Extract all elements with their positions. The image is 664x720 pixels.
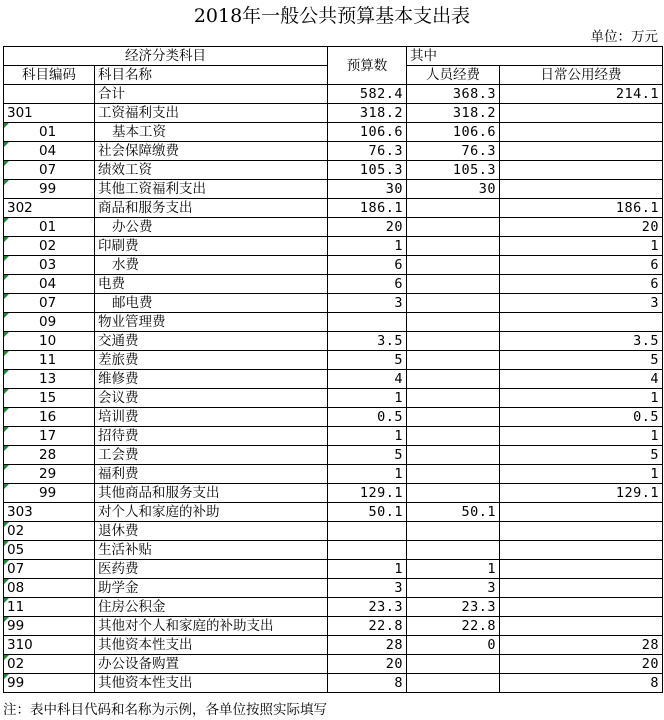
econ-class-header: 经济分类科目 xyxy=(4,47,328,66)
budget-cell: 4 xyxy=(328,370,407,389)
code-cell: 08 xyxy=(4,579,95,598)
table-row xyxy=(4,85,663,104)
name-cell: 差旅费 xyxy=(95,351,328,370)
public-header: 日常公用经费 xyxy=(500,66,663,85)
personnel-cell: 50.1 xyxy=(407,503,500,522)
cell-marker-icon xyxy=(4,218,9,223)
budget-cell: 30 xyxy=(328,180,407,199)
code-cell: 02 xyxy=(4,522,95,541)
name-cell: 基本工资 xyxy=(95,123,328,142)
budget-cell: 22.8 xyxy=(328,617,407,636)
table-row xyxy=(4,123,663,142)
public-cell: 5 xyxy=(500,351,663,370)
code-cell: 11 xyxy=(4,351,95,370)
name-cell: 医药费 xyxy=(95,560,328,579)
budget-cell: 6 xyxy=(328,275,407,294)
budget-cell xyxy=(328,541,407,560)
public-cell xyxy=(500,560,663,579)
personnel-cell: 1 xyxy=(407,560,500,579)
public-cell: 0.5 xyxy=(500,408,663,427)
name-cell: 生活补贴 xyxy=(95,541,328,560)
personnel-cell xyxy=(407,484,500,503)
table-row xyxy=(4,104,663,123)
code-cell: 13 xyxy=(4,370,95,389)
personnel-header: 人员经费 xyxy=(407,66,500,85)
table-row xyxy=(4,294,663,313)
budget-cell: 0.5 xyxy=(328,408,407,427)
code-cell: 07 xyxy=(4,161,95,180)
budget-cell: 1 xyxy=(328,427,407,446)
personnel-cell xyxy=(407,446,500,465)
personnel-cell xyxy=(407,427,500,446)
budget-table xyxy=(3,46,663,693)
public-cell: 5 xyxy=(500,446,663,465)
personnel-cell: 0 xyxy=(407,636,500,655)
table-row xyxy=(4,579,663,598)
public-cell xyxy=(500,541,663,560)
public-cell: 186.1 xyxy=(500,199,663,218)
table-row xyxy=(4,370,663,389)
personnel-cell xyxy=(407,256,500,275)
public-cell: 3.5 xyxy=(500,332,663,351)
budget-cell: 5 xyxy=(328,351,407,370)
name-cell: 工会费 xyxy=(95,446,328,465)
cell-marker-icon xyxy=(4,313,9,318)
of-which-header: 其中 xyxy=(407,47,663,66)
table-row xyxy=(4,560,663,579)
budget-cell: 186.1 xyxy=(328,199,407,218)
cell-marker-icon xyxy=(4,142,9,147)
table-row xyxy=(4,465,663,484)
name-cell: 商品和服务支出 xyxy=(95,199,328,218)
personnel-cell xyxy=(407,370,500,389)
code-cell: 10 xyxy=(4,332,95,351)
code-cell: 07 xyxy=(4,294,95,313)
budget-cell: 129.1 xyxy=(328,484,407,503)
code-cell: 04 xyxy=(4,142,95,161)
name-cell: 电费 xyxy=(95,275,328,294)
public-cell: 1 xyxy=(500,427,663,446)
table-row xyxy=(4,674,663,693)
table-row xyxy=(4,598,663,617)
public-cell: 4 xyxy=(500,370,663,389)
cell-marker-icon xyxy=(4,465,9,470)
personnel-cell xyxy=(407,389,500,408)
name-cell: 社会保障缴费 xyxy=(95,142,328,161)
cell-marker-icon xyxy=(4,674,9,679)
name-cell: 办公设备购置 xyxy=(95,655,328,674)
personnel-cell xyxy=(407,655,500,674)
footnote: 注：表中科目代码和名称为示例，各单位按照实际填写 xyxy=(3,702,327,718)
personnel-cell xyxy=(407,465,500,484)
code-cell: 301 xyxy=(4,104,95,123)
code-cell: 17 xyxy=(4,427,95,446)
public-cell: 1 xyxy=(500,237,663,256)
table-row xyxy=(4,522,663,541)
name-cell: 工资福利支出 xyxy=(95,104,328,123)
code-header: 科目编码 xyxy=(4,66,95,85)
budget-cell: 106.6 xyxy=(328,123,407,142)
cell-marker-icon xyxy=(4,427,9,432)
name-cell: 其他商品和服务支出 xyxy=(95,484,328,503)
table-row xyxy=(4,446,663,465)
table-row xyxy=(4,199,663,218)
table-row xyxy=(4,142,663,161)
public-cell xyxy=(500,161,663,180)
table-row xyxy=(4,617,663,636)
table-row xyxy=(4,332,663,351)
personnel-cell: 368.3 xyxy=(407,85,500,104)
budget-cell: 28 xyxy=(328,636,407,655)
budget-cell: 105.3 xyxy=(328,161,407,180)
table-row xyxy=(4,655,663,674)
public-cell: 6 xyxy=(500,275,663,294)
code-cell: 07 xyxy=(4,560,95,579)
personnel-cell xyxy=(407,294,500,313)
table-row xyxy=(4,275,663,294)
budget-cell: 6 xyxy=(328,256,407,275)
cell-marker-icon xyxy=(4,332,9,337)
budget-cell: 1 xyxy=(328,560,407,579)
budget-cell: 3 xyxy=(328,294,407,313)
name-cell: 对个人和家庭的补助 xyxy=(95,503,328,522)
unit-label: 单位：万元 xyxy=(590,29,658,45)
table-body xyxy=(4,85,663,693)
budget-cell: 76.3 xyxy=(328,142,407,161)
code-cell: 11 xyxy=(4,598,95,617)
public-cell: 129.1 xyxy=(500,484,663,503)
name-cell: 住房公积金 xyxy=(95,598,328,617)
cell-marker-icon xyxy=(4,256,9,261)
personnel-cell xyxy=(407,674,500,693)
name-cell: 物业管理费 xyxy=(95,313,328,332)
public-cell: 20 xyxy=(500,218,663,237)
budget-cell: 318.2 xyxy=(328,104,407,123)
budget-cell: 8 xyxy=(328,674,407,693)
personnel-cell: 76.3 xyxy=(407,142,500,161)
budget-cell: 5 xyxy=(328,446,407,465)
table-row xyxy=(4,351,663,370)
code-cell: 05 xyxy=(4,541,95,560)
budget-header: 预算数 xyxy=(328,47,407,85)
name-cell: 其他对个人和家庭的补助支出 xyxy=(95,617,328,636)
personnel-cell: 318.2 xyxy=(407,104,500,123)
personnel-cell xyxy=(407,541,500,560)
public-cell xyxy=(500,522,663,541)
code-cell: 16 xyxy=(4,408,95,427)
public-cell xyxy=(500,142,663,161)
public-cell: 3 xyxy=(500,294,663,313)
personnel-cell xyxy=(407,199,500,218)
code-cell: 99 xyxy=(4,180,95,199)
budget-cell: 582.4 xyxy=(328,85,407,104)
code-cell: 01 xyxy=(4,218,95,237)
budget-cell xyxy=(328,313,407,332)
code-cell: 03 xyxy=(4,256,95,275)
budget-cell: 3 xyxy=(328,579,407,598)
table-row xyxy=(4,218,663,237)
name-cell: 其他资本性支出 xyxy=(95,636,328,655)
table-row xyxy=(4,541,663,560)
table-row xyxy=(4,389,663,408)
public-cell xyxy=(500,313,663,332)
table-row xyxy=(4,503,663,522)
code-cell: 01 xyxy=(4,123,95,142)
table-row xyxy=(4,313,663,332)
code-cell: 29 xyxy=(4,465,95,484)
name-cell: 绩效工资 xyxy=(95,161,328,180)
personnel-cell xyxy=(407,408,500,427)
cell-marker-icon xyxy=(4,275,9,280)
code-cell: 02 xyxy=(4,655,95,674)
budget-cell: 20 xyxy=(328,655,407,674)
cell-marker-icon xyxy=(4,237,9,242)
personnel-cell xyxy=(407,522,500,541)
personnel-cell: 22.8 xyxy=(407,617,500,636)
name-cell: 培训费 xyxy=(95,408,328,427)
personnel-cell xyxy=(407,332,500,351)
code-cell: 99 xyxy=(4,484,95,503)
cell-marker-icon xyxy=(4,351,9,356)
public-cell xyxy=(500,180,663,199)
cell-marker-icon xyxy=(4,161,9,166)
cell-marker-icon xyxy=(4,655,9,660)
table-row xyxy=(4,237,663,256)
cell-marker-icon xyxy=(4,408,9,413)
public-cell: 1 xyxy=(500,465,663,484)
table-row xyxy=(4,256,663,275)
cell-marker-icon xyxy=(4,617,9,622)
public-cell: 8 xyxy=(500,674,663,693)
public-cell xyxy=(500,503,663,522)
public-cell xyxy=(500,123,663,142)
name-cell: 合计 xyxy=(95,85,328,104)
name-cell: 招待费 xyxy=(95,427,328,446)
cell-marker-icon xyxy=(4,294,9,299)
code-cell xyxy=(4,85,95,104)
budget-cell xyxy=(328,522,407,541)
public-cell: 1 xyxy=(500,389,663,408)
budget-cell: 20 xyxy=(328,218,407,237)
table-row xyxy=(4,408,663,427)
name-cell: 其他资本性支出 xyxy=(95,674,328,693)
public-cell xyxy=(500,598,663,617)
budget-cell: 23.3 xyxy=(328,598,407,617)
cell-marker-icon xyxy=(4,541,9,546)
budget-cell: 50.1 xyxy=(328,503,407,522)
name-cell: 退休费 xyxy=(95,522,328,541)
table-row xyxy=(4,427,663,446)
name-cell: 其他工资福利支出 xyxy=(95,180,328,199)
personnel-cell xyxy=(407,313,500,332)
table-row xyxy=(4,484,663,503)
budget-cell: 3.5 xyxy=(328,332,407,351)
personnel-cell: 3 xyxy=(407,579,500,598)
code-cell: 99 xyxy=(4,617,95,636)
cell-marker-icon xyxy=(4,598,9,603)
table-row xyxy=(4,161,663,180)
code-cell: 310 xyxy=(4,636,95,655)
personnel-cell: 105.3 xyxy=(407,161,500,180)
name-cell: 邮电费 xyxy=(95,294,328,313)
budget-cell: 1 xyxy=(328,389,407,408)
table-row xyxy=(4,180,663,199)
public-cell: 6 xyxy=(500,256,663,275)
cell-marker-icon xyxy=(4,484,9,489)
cell-marker-icon xyxy=(4,180,9,185)
cell-marker-icon xyxy=(4,370,9,375)
name-cell: 印刷费 xyxy=(95,237,328,256)
name-cell: 水费 xyxy=(95,256,328,275)
code-cell: 28 xyxy=(4,446,95,465)
budget-cell: 1 xyxy=(328,465,407,484)
public-cell: 28 xyxy=(500,636,663,655)
code-cell: 15 xyxy=(4,389,95,408)
personnel-cell xyxy=(407,218,500,237)
public-cell: 20 xyxy=(500,655,663,674)
cell-marker-icon xyxy=(4,560,9,565)
budget-cell: 1 xyxy=(328,237,407,256)
cell-marker-icon xyxy=(4,579,9,584)
code-cell: 302 xyxy=(4,199,95,218)
name-header: 科目名称 xyxy=(95,66,328,85)
personnel-cell: 30 xyxy=(407,180,500,199)
cell-marker-icon xyxy=(4,389,9,394)
personnel-cell xyxy=(407,351,500,370)
code-cell: 02 xyxy=(4,237,95,256)
name-cell: 维修费 xyxy=(95,370,328,389)
name-cell: 办公费 xyxy=(95,218,328,237)
public-cell xyxy=(500,579,663,598)
name-cell: 助学金 xyxy=(95,579,328,598)
code-cell: 04 xyxy=(4,275,95,294)
name-cell: 会议费 xyxy=(95,389,328,408)
name-cell: 福利费 xyxy=(95,465,328,484)
public-cell: 214.1 xyxy=(500,85,663,104)
public-cell xyxy=(500,617,663,636)
personnel-cell xyxy=(407,237,500,256)
code-cell: 99 xyxy=(4,674,95,693)
cell-marker-icon xyxy=(4,522,9,527)
code-cell: 09 xyxy=(4,313,95,332)
code-cell: 303 xyxy=(4,503,95,522)
page-title: 2018年一般公共预算基本支出表 xyxy=(193,5,471,27)
cell-marker-icon xyxy=(4,446,9,451)
cell-marker-icon xyxy=(4,123,9,128)
table-row xyxy=(4,636,663,655)
personnel-cell: 23.3 xyxy=(407,598,500,617)
personnel-cell: 106.6 xyxy=(407,123,500,142)
personnel-cell xyxy=(407,275,500,294)
public-cell xyxy=(500,104,663,123)
name-cell: 交通费 xyxy=(95,332,328,351)
